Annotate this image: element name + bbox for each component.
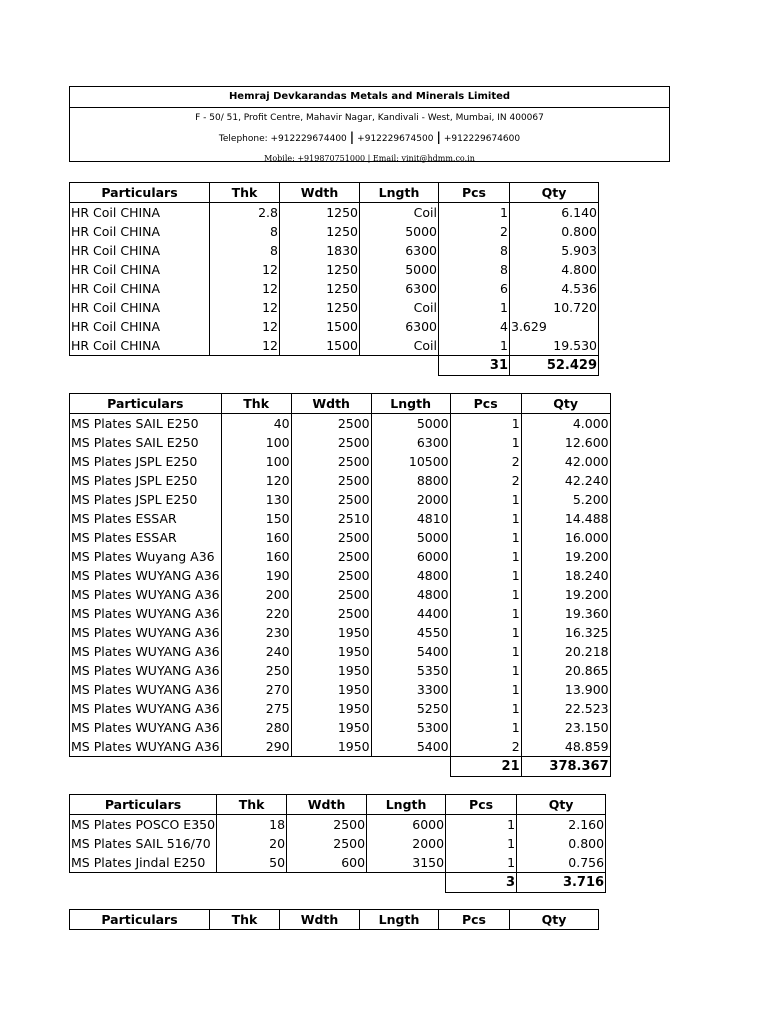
cell-qty: 5.903 [510, 241, 599, 260]
cell-lngth: Coil [360, 336, 439, 356]
column-header-thk: Thk [217, 795, 287, 815]
cell-pcs: 1 [450, 490, 521, 509]
empty-cell [217, 873, 287, 893]
company-telephone: Telephone: +912229674400 | +912229674500 | +912229674600 [218, 130, 521, 144]
cell-wdth: 2500 [291, 452, 371, 471]
cell-qty: 0.756 [517, 853, 606, 873]
cell-particulars: MS Plates SAIL E250 [70, 433, 222, 452]
company-mobile-email: Mobile: +919870751000 | Email: vinit@hdmm.co.in [264, 154, 475, 163]
cell-particulars: MS Plates JSPL E250 [70, 452, 222, 471]
total-pcs: 3 [446, 873, 517, 893]
cell-thk: 12 [210, 298, 280, 317]
cell-qty: 19.200 [521, 547, 610, 566]
cell-qty: 48.859 [521, 737, 610, 757]
cell-lngth: 4800 [371, 585, 450, 604]
cell-particulars: MS Plates ESSAR [70, 509, 222, 528]
column-header-wdth: Wdth [291, 394, 371, 414]
cell-wdth: 1950 [291, 737, 371, 757]
cell-pcs: 1 [446, 834, 517, 853]
cell-wdth: 2500 [291, 414, 371, 434]
cell-particulars: HR Coil CHINA [70, 336, 210, 356]
cell-qty: 22.523 [521, 699, 610, 718]
cell-qty: 13.900 [521, 680, 610, 699]
cell-thk: 40 [221, 414, 291, 434]
cell-thk: 160 [221, 547, 291, 566]
table-row [70, 585, 611, 604]
total-qty: 378.367 [521, 757, 610, 777]
cell-pcs: 1 [446, 815, 517, 835]
column-header-wdth: Wdth [280, 910, 360, 930]
cell-wdth: 1500 [280, 317, 360, 336]
cell-lngth: 5000 [371, 414, 450, 434]
cell-particulars: HR Coil CHINA [70, 241, 210, 260]
empty-cell [291, 757, 371, 777]
table-row [70, 298, 599, 317]
cell-wdth: 1950 [291, 661, 371, 680]
empty-cell [70, 757, 222, 777]
cell-lngth: 10500 [371, 452, 450, 471]
cell-qty: 4.000 [521, 414, 610, 434]
cell-thk: 190 [221, 566, 291, 585]
cell-wdth: 2500 [291, 528, 371, 547]
table-row [70, 604, 611, 623]
cell-qty: 19.200 [521, 585, 610, 604]
total-qty: 52.429 [510, 356, 599, 376]
empty-cell [371, 757, 450, 777]
cell-thk: 200 [221, 585, 291, 604]
cell-particulars: MS Plates JSPL E250 [70, 471, 222, 490]
cell-particulars: HR Coil CHINA [70, 222, 210, 241]
column-header-lngth: Lngth [371, 394, 450, 414]
cell-thk: 12 [210, 260, 280, 279]
empty-cell [280, 356, 360, 376]
table-row [70, 509, 611, 528]
cell-pcs: 1 [450, 718, 521, 737]
totals-row [70, 757, 611, 777]
cell-particulars: MS Plates SAIL 516/70 [70, 834, 217, 853]
cell-thk: 100 [221, 452, 291, 471]
cell-qty: 2.160 [517, 815, 606, 835]
cell-lngth: Coil [360, 298, 439, 317]
cell-pcs: 1 [450, 547, 521, 566]
cell-qty: 23.150 [521, 718, 610, 737]
telephone-label: Telephone: [218, 134, 271, 144]
cell-particulars: MS Plates WUYANG A36 [70, 737, 222, 757]
cell-qty: 10.720 [510, 298, 599, 317]
cell-lngth: 5400 [371, 737, 450, 757]
cell-lngth: 5000 [360, 222, 439, 241]
cell-wdth: 1950 [291, 623, 371, 642]
cell-thk: 120 [221, 471, 291, 490]
phone-3: +912229674600 [443, 134, 521, 144]
table-header-row [70, 910, 599, 930]
cell-particulars: MS Plates WUYANG A36 [71, 663, 220, 678]
column-header-thk: Thk [221, 394, 291, 414]
table-row [70, 471, 611, 490]
column-header-pcs: Pcs [439, 183, 510, 203]
column-header-qty: Qty [521, 394, 610, 414]
cell-thk: 270 [221, 680, 291, 699]
cell-pcs: 1 [439, 298, 510, 317]
cell-particulars: HR Coil CHINA [70, 260, 210, 279]
cell-wdth: 1950 [291, 642, 371, 661]
cell-thk: 290 [221, 737, 291, 757]
cell-lngth: 5350 [371, 661, 450, 680]
cell-lngth: 5000 [371, 528, 450, 547]
cell-pcs: 2 [450, 737, 521, 757]
cell-qty: 19.530 [510, 336, 599, 356]
stock-table-3 [69, 794, 606, 893]
cell-wdth: 1500 [280, 336, 360, 356]
column-header-lngth: Lngth [367, 795, 446, 815]
cell-thk: 2.8 [210, 203, 280, 223]
cell-wdth: 2500 [287, 815, 367, 835]
cell-particulars: MS Plates WUYANG A36 [71, 701, 220, 716]
cell-lngth: 3150 [367, 853, 446, 873]
cell-wdth: 2500 [291, 433, 371, 452]
cell-particulars: MS Plates WUYANG A36 [71, 625, 220, 640]
stock-table-4 [69, 909, 599, 930]
empty-cell [287, 873, 367, 893]
cell-thk: 12 [210, 279, 280, 298]
cell-pcs: 1 [450, 509, 521, 528]
cell-wdth: 1250 [280, 203, 360, 223]
cell-particulars: HR Coil CHINA [70, 279, 210, 298]
cell-lngth: 8800 [371, 471, 450, 490]
cell-thk: 12 [210, 317, 280, 336]
cell-lngth: 5400 [371, 642, 450, 661]
cell-thk: 12 [210, 336, 280, 356]
total-qty: 3.716 [517, 873, 606, 893]
table-row [70, 718, 611, 737]
cell-pcs: 1 [450, 585, 521, 604]
column-header-particulars: Particulars [70, 183, 210, 203]
table-row [70, 547, 611, 566]
cell-pcs: 1 [450, 661, 521, 680]
cell-thk: 100 [221, 433, 291, 452]
cell-wdth: 1250 [280, 279, 360, 298]
column-header-qty: Qty [517, 795, 606, 815]
cell-particulars: MS Plates Jindal E250 [70, 853, 217, 873]
cell-particulars: MS Plates WUYANG A36 [71, 587, 220, 602]
cell-wdth: 1950 [291, 699, 371, 718]
empty-cell [360, 356, 439, 376]
cell-thk: 160 [221, 528, 291, 547]
column-header-particulars: Particulars [70, 394, 222, 414]
column-header-pcs: Pcs [446, 795, 517, 815]
cell-thk: 150 [221, 509, 291, 528]
cell-wdth: 1250 [280, 222, 360, 241]
cell-pcs: 8 [439, 260, 510, 279]
cell-thk: 50 [217, 853, 287, 873]
column-header-qty: Qty [510, 183, 599, 203]
table-row [70, 737, 611, 757]
cell-particulars: MS Plates Wuyang A36 [70, 547, 222, 566]
table-row [70, 452, 611, 471]
cell-lngth: 6300 [360, 241, 439, 260]
table-row [70, 528, 611, 547]
column-header-particulars: Particulars [70, 910, 210, 930]
cell-thk: 8 [210, 222, 280, 241]
cell-particulars: MS Plates WUYANG A36 [71, 682, 220, 697]
company-header [69, 86, 670, 162]
cell-qty: 42.000 [521, 452, 610, 471]
cell-qty: 5.200 [521, 490, 610, 509]
cell-thk: 275 [221, 699, 291, 718]
cell-lngth: 5300 [371, 718, 450, 737]
cell-pcs: 1 [450, 623, 521, 642]
cell-qty: 3.629 [510, 317, 599, 336]
company-address: F - 50/ 51, Profit Centre, Mahavir Nagar, Kandivali - West, Mumbai, IN 400067 [195, 113, 544, 123]
cell-wdth: 2500 [291, 566, 371, 585]
table-row [70, 815, 606, 835]
cell-qty: 16.000 [521, 528, 610, 547]
table-row [70, 699, 611, 718]
column-header-qty: Qty [510, 910, 599, 930]
stock-table-2 [69, 393, 611, 777]
cell-particulars: MS Plates WUYANG A36 [71, 720, 220, 735]
cell-lngth: 5250 [371, 699, 450, 718]
column-header-lngth: Lngth [360, 183, 439, 203]
cell-qty: 0.800 [517, 834, 606, 853]
cell-qty: 14.488 [521, 509, 610, 528]
table-row [70, 336, 599, 356]
cell-particulars: HR Coil CHINA [70, 317, 210, 336]
total-pcs: 21 [450, 757, 521, 777]
cell-thk: 18 [217, 815, 287, 835]
phone-2: +912229674500 [357, 134, 434, 144]
cell-qty: 6.140 [510, 203, 599, 223]
table-row [70, 260, 599, 279]
cell-particulars: MS Plates POSCO E350 [70, 815, 217, 835]
cell-particulars: MS Plates WUYANG A36 [71, 644, 220, 659]
table-row [70, 680, 611, 699]
totals-row [70, 873, 606, 893]
table-row [70, 203, 599, 223]
cell-qty: 18.240 [521, 566, 610, 585]
column-header-pcs: Pcs [450, 394, 521, 414]
cell-particulars: MS Plates ESSAR [70, 528, 222, 547]
cell-pcs: 1 [450, 414, 521, 434]
table-row [70, 317, 599, 336]
cell-pcs: 1 [439, 336, 510, 356]
cell-qty: 20.865 [521, 661, 610, 680]
cell-qty: 4.536 [510, 279, 599, 298]
table-row [70, 853, 606, 873]
empty-cell [210, 356, 280, 376]
cell-particulars: MS Plates JSPL E250 [70, 490, 222, 509]
column-header-lngth: Lngth [360, 910, 439, 930]
table-row [70, 566, 611, 585]
cell-particulars: HR Coil CHINA [70, 298, 210, 317]
cell-pcs: 8 [439, 241, 510, 260]
cell-lngth: 4550 [371, 623, 450, 642]
cell-wdth: 1830 [280, 241, 360, 260]
cell-pcs: 1 [450, 433, 521, 452]
table-row [70, 433, 611, 452]
cell-wdth: 1250 [280, 260, 360, 279]
column-header-particulars: Particulars [70, 795, 217, 815]
cell-thk: 280 [221, 718, 291, 737]
cell-qty: 42.240 [521, 471, 610, 490]
company-name: Hemraj Devkarandas Metals and Minerals Limited [70, 87, 669, 108]
cell-pcs: 1 [450, 604, 521, 623]
cell-lngth: 3300 [371, 680, 450, 699]
column-header-pcs: Pcs [439, 910, 510, 930]
cell-pcs: 2 [450, 471, 521, 490]
cell-lngth: Coil [360, 203, 439, 223]
stock-table-1 [69, 182, 599, 376]
cell-pcs: 1 [446, 853, 517, 873]
empty-cell [221, 757, 291, 777]
cell-wdth: 1950 [291, 718, 371, 737]
table-header-row [70, 795, 606, 815]
cell-thk: 20 [217, 834, 287, 853]
cell-particulars: MS Plates SAIL E250 [70, 414, 222, 434]
cell-lngth: 6300 [360, 317, 439, 336]
cell-qty: 4.800 [510, 260, 599, 279]
cell-lngth: 4800 [371, 566, 450, 585]
totals-row [70, 356, 599, 376]
cell-lngth: 2000 [371, 490, 450, 509]
table-row [70, 834, 606, 853]
empty-cell [70, 873, 217, 893]
phone-1: +912229674400 [270, 134, 347, 144]
cell-lngth: 6000 [367, 815, 446, 835]
cell-lngth: 6300 [371, 433, 450, 452]
cell-lngth: 5000 [360, 260, 439, 279]
cell-wdth: 2500 [287, 834, 367, 853]
cell-qty: 12.600 [521, 433, 610, 452]
cell-pcs: 6 [439, 279, 510, 298]
table-row [70, 661, 611, 680]
table-row [70, 414, 611, 434]
column-header-thk: Thk [210, 910, 280, 930]
cell-lngth: 2000 [367, 834, 446, 853]
table-row [70, 623, 611, 642]
cell-thk: 240 [221, 642, 291, 661]
column-header-wdth: Wdth [287, 795, 367, 815]
table-row [70, 222, 599, 241]
cell-qty: 20.218 [521, 642, 610, 661]
cell-thk: 230 [221, 623, 291, 642]
cell-pcs: 2 [439, 222, 510, 241]
cell-lngth: 6300 [360, 279, 439, 298]
cell-thk: 130 [221, 490, 291, 509]
cell-qty: 19.360 [521, 604, 610, 623]
column-header-thk: Thk [210, 183, 280, 203]
cell-particulars: MS Plates WUYANG A36 [71, 606, 220, 621]
empty-cell [70, 356, 210, 376]
cell-lngth: 6000 [371, 547, 450, 566]
cell-pcs: 1 [450, 699, 521, 718]
table-row [70, 241, 599, 260]
table-row [70, 642, 611, 661]
column-header-wdth: Wdth [280, 183, 360, 203]
cell-particulars: HR Coil CHINA [70, 203, 210, 223]
table-row [70, 279, 599, 298]
table-header-row [70, 394, 611, 414]
total-pcs: 31 [439, 356, 510, 376]
cell-lngth: 4810 [371, 509, 450, 528]
cell-particulars: MS Plates WUYANG A36 [71, 568, 220, 583]
cell-thk: 220 [221, 604, 291, 623]
cell-wdth: 2500 [291, 604, 371, 623]
cell-qty: 16.325 [521, 623, 610, 642]
cell-pcs: 1 [450, 680, 521, 699]
cell-wdth: 2500 [291, 547, 371, 566]
cell-pcs: 1 [450, 566, 521, 585]
cell-lngth: 4400 [371, 604, 450, 623]
cell-pcs: 2 [450, 452, 521, 471]
table-header-row [70, 183, 599, 203]
cell-wdth: 2510 [291, 509, 371, 528]
cell-thk: 250 [221, 661, 291, 680]
cell-pcs: 1 [450, 642, 521, 661]
cell-wdth: 2500 [291, 490, 371, 509]
cell-thk: 8 [210, 241, 280, 260]
cell-qty: 0.800 [510, 222, 599, 241]
table-row [70, 490, 611, 509]
cell-wdth: 2500 [291, 471, 371, 490]
cell-pcs: 1 [450, 528, 521, 547]
cell-wdth: 600 [287, 853, 367, 873]
cell-wdth: 1950 [291, 680, 371, 699]
empty-cell [367, 873, 446, 893]
cell-wdth: 1250 [280, 298, 360, 317]
cell-wdth: 2500 [291, 585, 371, 604]
cell-pcs: 4 [439, 317, 510, 336]
cell-pcs: 1 [439, 203, 510, 223]
